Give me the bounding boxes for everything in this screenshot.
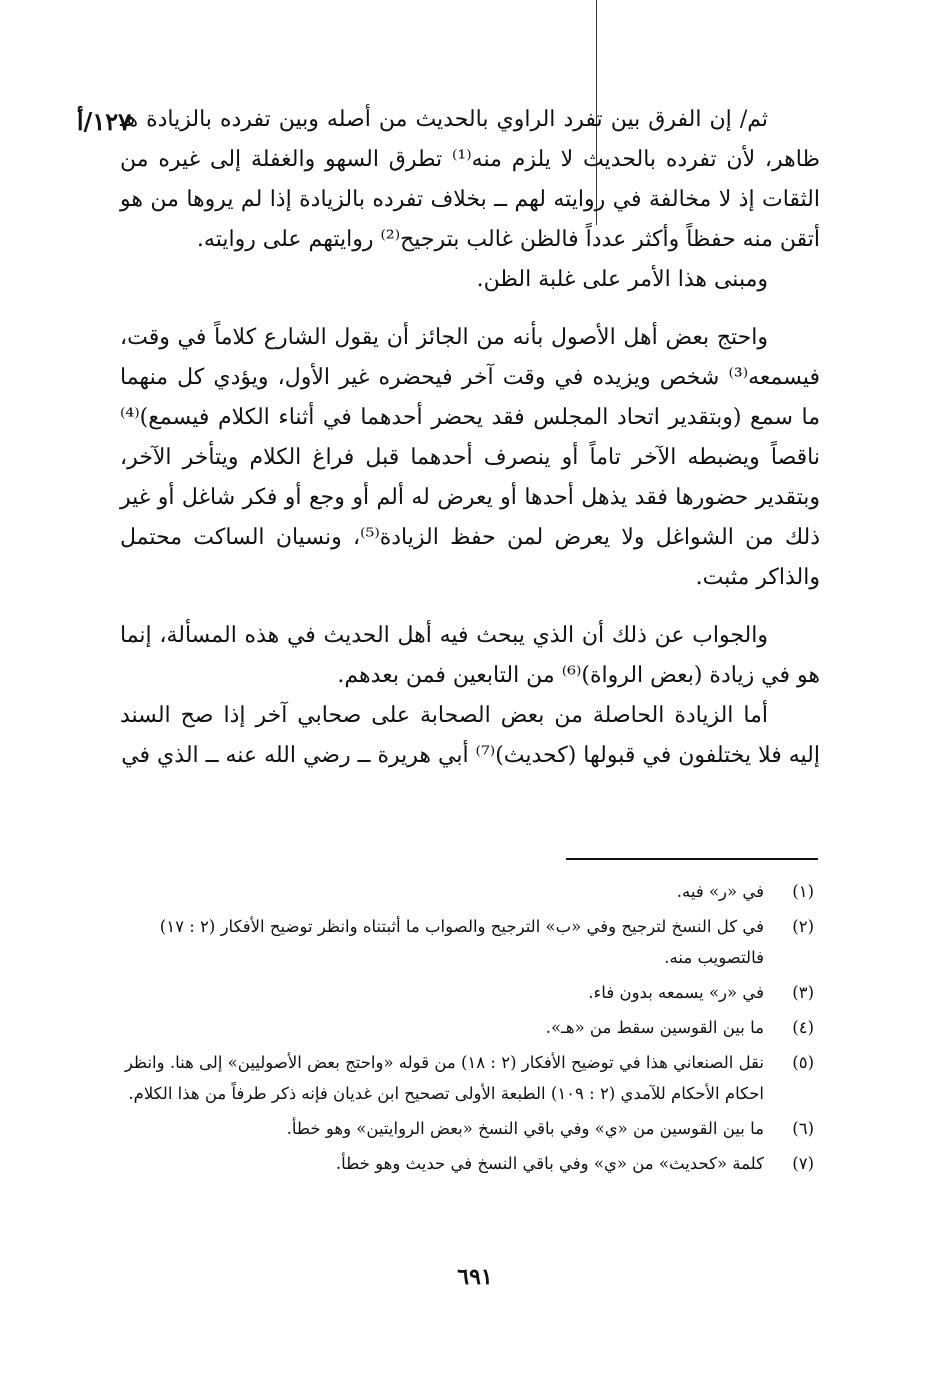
footnote-6 <box>120 1113 820 1144</box>
paragraph-1: ثم/ إن الفرق بين تفرد الراوي بالحديث من أصله وبين تفرده بالزيادة هـ ظاهر، لأن تفرده بالحديث لا يلزم منه⁽¹⁾ تطرق السهو والغفلة إلى غيره من الثقات إذ لا مخالفة في روايته لهم ــ بخلاف تفرده بالزيادة إذا لم يروها من هو أتقن منه حفظاً وأكثر عدداً فالظن غالب بترجيح⁽²⁾ روايتهم على روايته. <box>120 107 820 252</box>
footnote-number: (٧) <box>792 1154 814 1173</box>
footnote-text: نقل الصنعاني هذا في توضيح الأفكار (٢ : ١٨) من قوله «واحتج بعض الأصوليين» إلى هنا. وانظر احكام الأحكام للآمدي (٢ : ١٠٩) الطبعة الأولى تصحيح ابن غديان فإنه ذكر طرفاً من هذا الكلام. <box>124 1053 764 1103</box>
footnote-number: (٣) <box>792 983 814 1002</box>
paragraph-5: أما الزيادة الحاصلة من بعض الصحابة على صحابي آخر إذا صح السند إليه فلا يختلفون في قبولها (كحديث)⁽⁷⁾ أبي هريرة ــ رضي الله عنه ــ الذي في <box>120 703 820 768</box>
footnote-number: (٦) <box>792 1119 814 1138</box>
footnote-text: في «ر» فيه. <box>676 882 764 901</box>
footnote-text: ما بين القوسين سقط من «هـ». <box>545 1018 764 1037</box>
footnote-number: (٤) <box>792 1018 814 1037</box>
footnote-text: كلمة «كحديث» من «ي» وفي باقي النسخ في حديث وهو خطأ. <box>335 1154 764 1173</box>
footnote-number: (١) <box>792 882 814 901</box>
footnote-text: في «ر» يسمعه بدون فاء. <box>588 983 764 1002</box>
footnote-1 <box>120 876 820 907</box>
footnote-text: ما بين القوسين من «ي» وفي باقي النسخ «بعض الروايتين» وهو خطأ. <box>286 1119 764 1138</box>
footnote-number: (٢) <box>792 917 814 936</box>
paragraph-4: والجواب عن ذلك أن الذي يبحث فيه أهل الحديث في هذه المسألة، إنما هو في زيادة (بعض الرواة)⁽⁶⁾ من التابعين فمن بعدهم. <box>120 623 820 688</box>
footnote-number: (٥) <box>792 1053 814 1072</box>
paragraph-3: واحتج بعض أهل الأصول بأنه من الجائز أن يقول الشارع كلاماً في وقت، فيسمعه⁽³⁾ شخص ويزيده في وقت آخر فيحضره غير الأول، ويؤدي كل منهما ما سمع (وبتقدير اتحاد المجلس فقد يحضر أحدهما في أثناء الكلام فيسمع)⁽⁴⁾ ناقصاً ويضبطه الآخر تاماً أو ينصرف أحدهما قبل فراغ الكلام ويتأخر الآخر، وبتقدير حضورها فقد يذهل أحدها أو يعرض له ألم أو وجع أو فكر شاغل أو غير ذلك من الشواغل ولا يعرض لمن حفظ الزيادة⁽⁵⁾، ونسيان الساكت محتمل والذاكر مثبت. <box>120 325 820 590</box>
main-text <box>120 100 820 776</box>
page-number: ٦٩١ <box>457 1264 493 1290</box>
manuscript-folio-note: ١٢٧/أ <box>76 107 131 136</box>
footnote-3 <box>120 977 820 1008</box>
footnote-4 <box>120 1012 820 1043</box>
footnotes-section <box>120 876 820 1183</box>
footnote-text: في كل النسخ لترجيح وفي «ب» الترجيح والصواب ما أثبتناه وانظر توضيح الأفكار (٢ : ١٧) فالتصويب منه. <box>159 917 764 967</box>
footnote-5 <box>120 1047 820 1109</box>
footnote-7 <box>120 1148 820 1179</box>
footnote-divider <box>566 858 818 860</box>
paragraph-2: ومبنى هذا الأمر على غلبة الظن. <box>476 267 768 292</box>
footnote-2 <box>120 911 820 973</box>
